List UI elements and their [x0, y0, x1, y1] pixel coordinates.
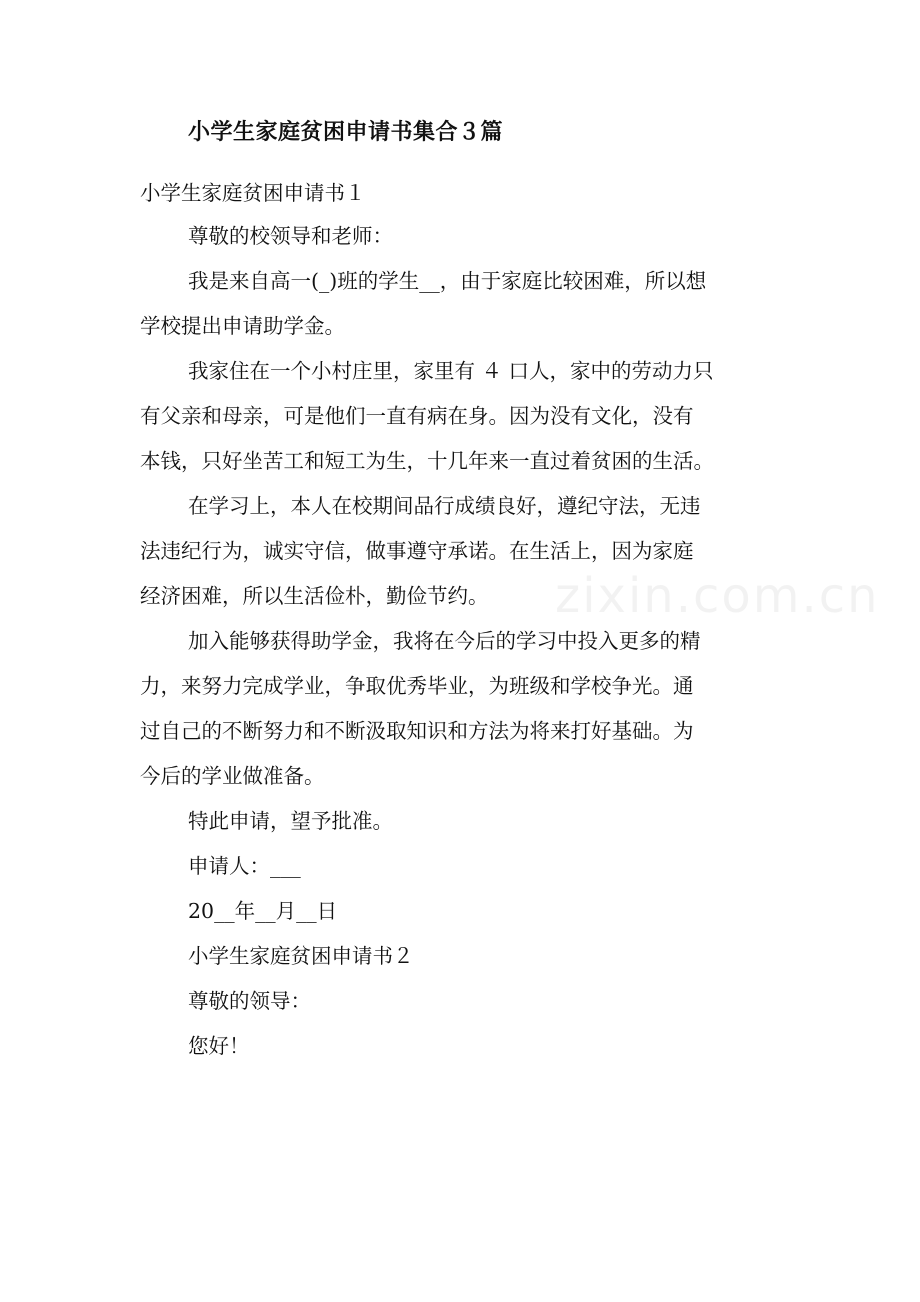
paragraph-line: 我家住在一个小村庄里，家里有 ４ 口人，家中的劳动力只 — [188, 359, 714, 383]
paragraph-line: 经济困难，所以生活俭朴，勤俭节约。 — [140, 584, 489, 608]
section-heading-2: 小学生家庭贫困申请书２ — [188, 944, 414, 968]
salutation-2: 尊敬的领导： — [188, 989, 311, 1013]
watermark: zixin.com.cn — [555, 568, 880, 624]
paragraph-line: 今后的学业做准备。 — [140, 764, 325, 788]
greeting: 您好！ — [188, 1034, 250, 1058]
paragraph-line: 力，来努力完成学业，争取优秀毕业，为班级和学校争光。通 — [140, 674, 694, 698]
paragraph-line: 过自己的不断努力和不断汲取知识和方法为将来打好基础。为 — [140, 719, 694, 743]
date-line: 20__年__月__日 — [188, 899, 338, 923]
salutation: 尊敬的校领导和老师： — [188, 224, 393, 248]
section-heading-1: 小学生家庭贫困申请书１ — [140, 181, 366, 205]
paragraph-line: 有父亲和母亲，可是他们一直有病在身。因为没有文化，没有 — [140, 404, 694, 428]
paragraph-line: 学校提出申请助学金。 — [140, 314, 345, 338]
paragraph-line: 本钱，只好坐苦工和短工为生，十几年来一直过着贫困的生活。 — [140, 449, 714, 473]
document-title: 小学生家庭贫困申请书集合３篇 — [188, 120, 504, 145]
closing-line: 特此申请，望予批准。 — [188, 809, 393, 833]
paragraph-line: 我是来自高一(_)班的学生__，由于家庭比较困难，所以想 — [188, 269, 707, 293]
paragraph-line: 法违纪行为，诚实守信，做事遵守承诺。在生活上，因为家庭 — [140, 539, 694, 563]
applicant-line: 申请人：___ — [188, 854, 301, 878]
paragraph-line: 加入能够获得助学金，我将在今后的学习中投入更多的精 — [188, 629, 701, 653]
paragraph-line: 在学习上，本人在校期间品行成绩良好，遵纪守法，无违 — [188, 494, 701, 518]
